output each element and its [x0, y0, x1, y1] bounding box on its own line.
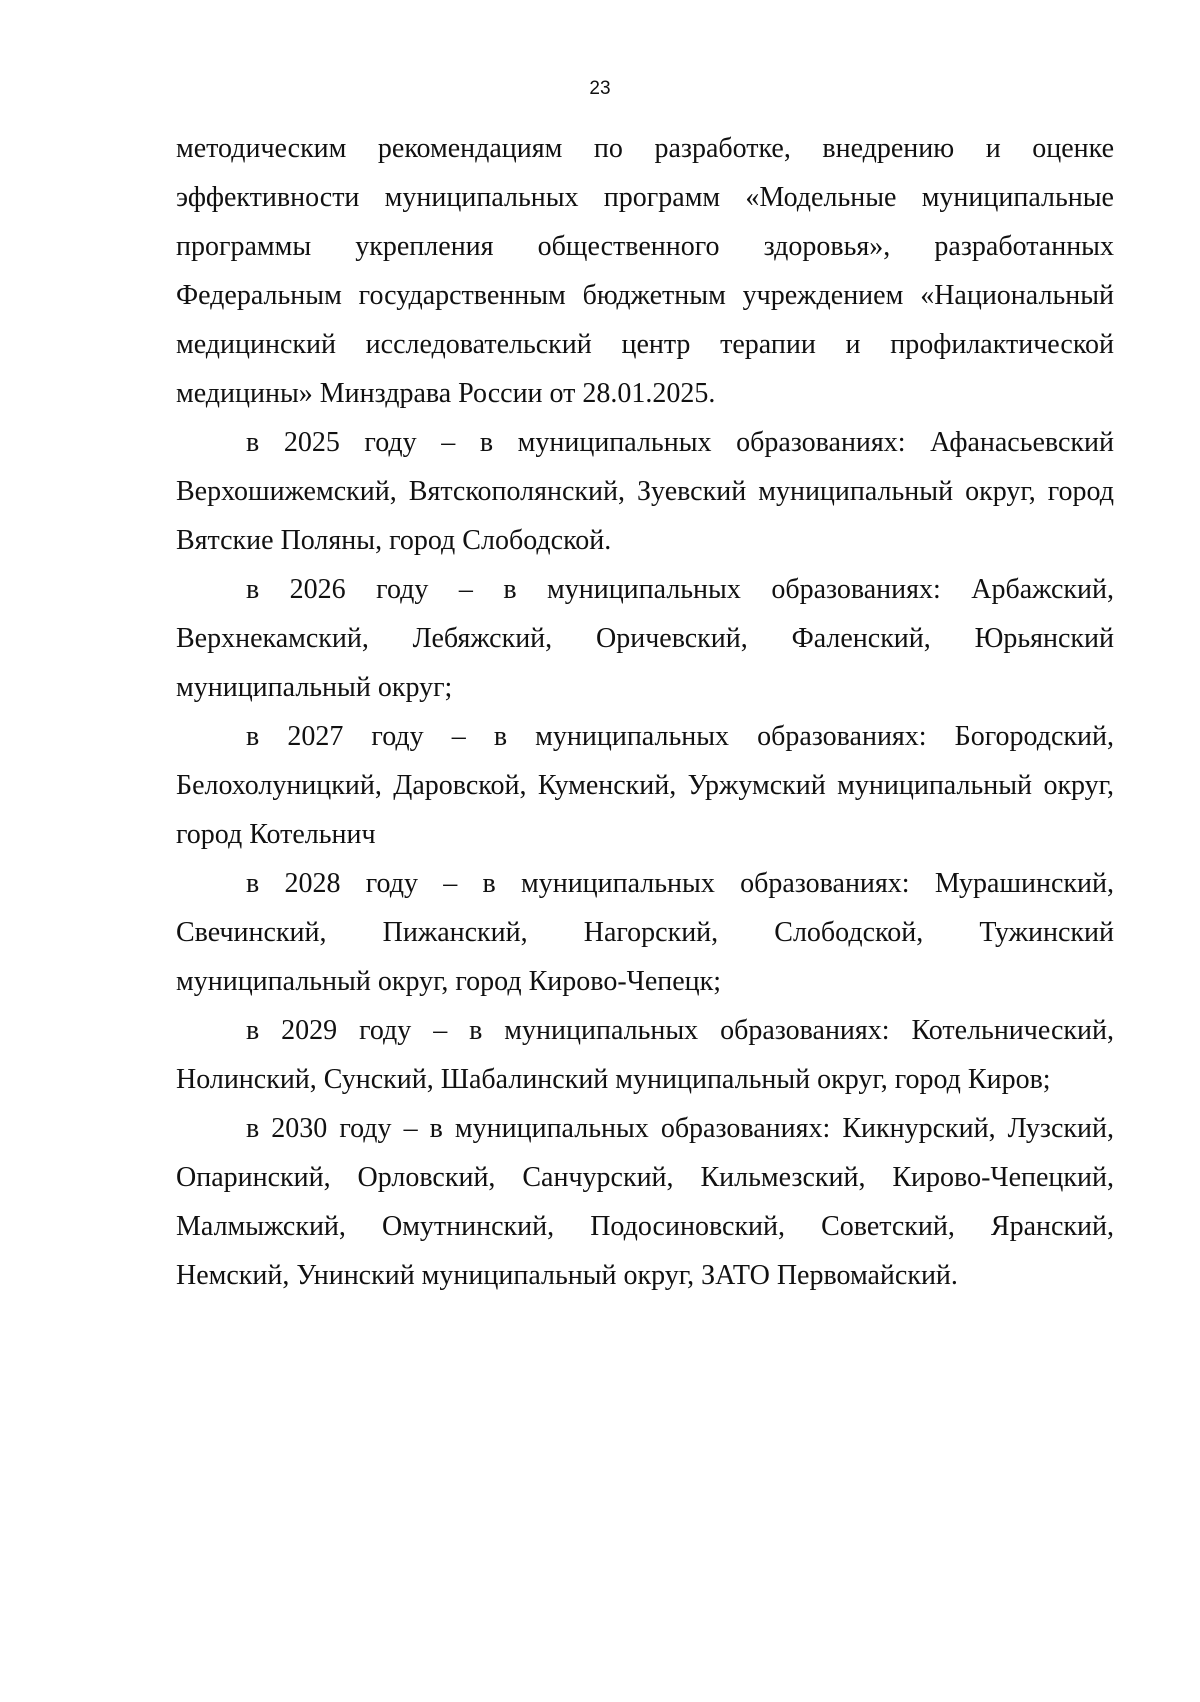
document-body — [176, 124, 1114, 1300]
paragraph-2026: в 2026 году – в муниципальных образованиях: Арбажский, Верхнекамский, Лебяжский, Оричевский, Фаленский, Юрьянский муниципальный округ; — [176, 574, 1114, 703]
paragraph-methodology: методическим рекомендациям по разработке, внедрению и оценке эффективности муниципальных программ «Модельные муниципальные программы укрепления общественного здоровья», разработанных Федеральным государственным бюджетным учреждением «Национальный медицинский исследовательский центр терапии и профилактической медицины» Минздрава России от 28.01.2025. — [176, 133, 1114, 409]
paragraph-2030: в 2030 году – в муниципальных образованиях: Кикнурский, Лузский, Опаринский, Орловский, Санчурский, Кильмезский, Кирово-Чепецкий, Малмыжский, Омутнинский, Подосиновский, Советский, Яранский, Немский, Унинский муниципальный округ, ЗАТО Первомайский. — [176, 1113, 1114, 1291]
paragraph-2027: в 2027 году – в муниципальных образованиях: Богородский, Белохолуницкий, Даровской, Куменский, Уржумский муниципальный округ, город Котельнич — [176, 721, 1114, 850]
paragraph-2028: в 2028 году – в муниципальных образованиях: Мурашинский, Свечинский, Пижанский, Нагорский, Слободской, Тужинский муниципальный округ, город Кирово-Чепецк; — [176, 868, 1114, 997]
paragraph-2029: в 2029 году – в муниципальных образованиях: Котельнический, Нолинский, Сунский, Шабалинский муниципальный округ, город Киров; — [176, 1015, 1114, 1095]
page-number: 23 — [589, 78, 611, 99]
paragraph-2025: в 2025 году – в муниципальных образованиях: Афанасьевский Верхошижемский, Вятскополянский, Зуевский муниципальный округ, город Вятские Поляны, город Слободской. — [176, 427, 1114, 556]
